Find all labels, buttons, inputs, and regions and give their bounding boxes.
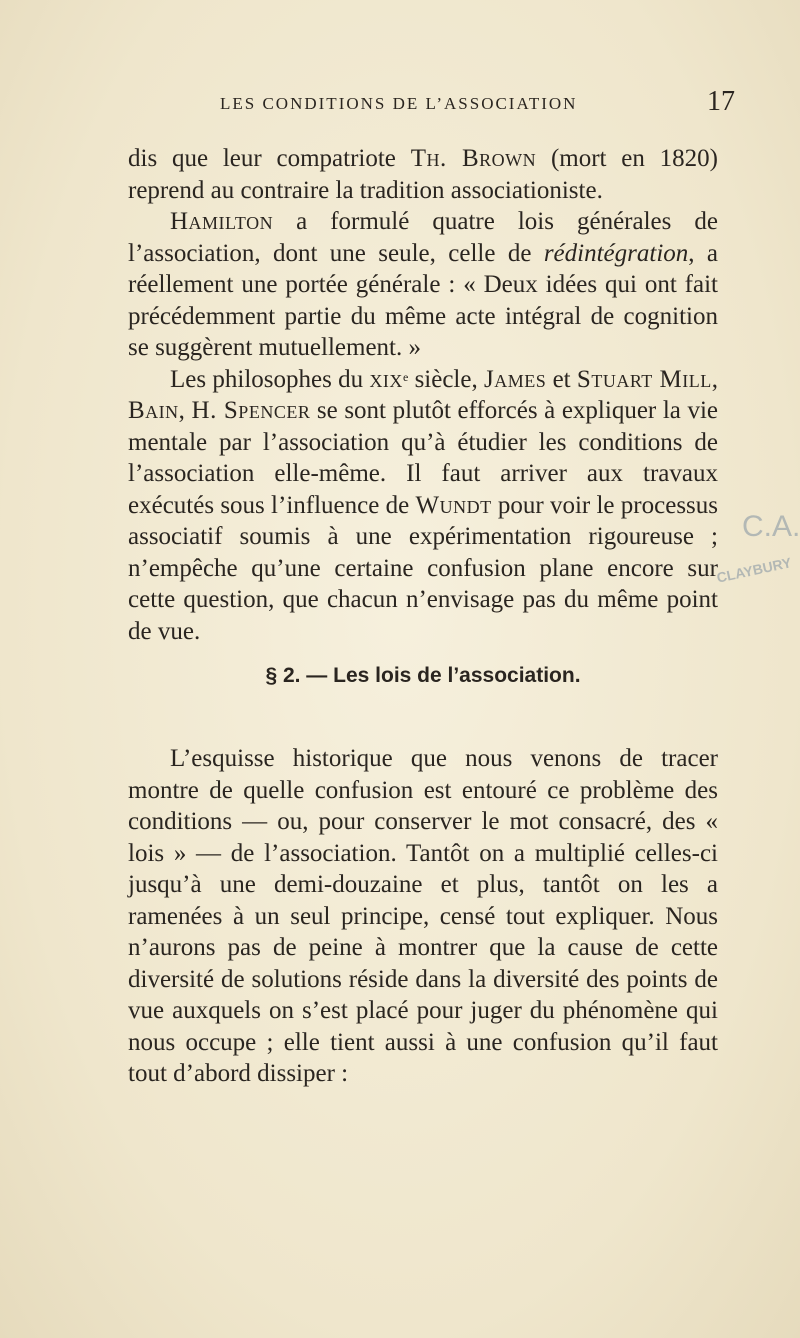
paragraph-philosophers: Les philosophes du xix$^e$ siècle, James et Stuart Mill, Bain, H. Spencer se sont plutôt efforcés à expliquer la vie mentale par l’association qu’à étudier les conditions de l’association elle-même. Il faut arriver aux travaux exécutés sous l’influence de Wundt pour voir le processus associatif soumis à une expérimentation rigoureuse ; n’empêche qu’une certaine confusion plane encore sur cette question, que chacun n’envisage pas du même point de vue. <box>128 365 719 645</box>
paragraph-esquisse: L’esquisse historique que nous venons de tracer montre de quelle confusion est entouré ce problème des conditions — ou, pour conserver le mot consacré, des « lois » — de l’association. Tantôt on a multiplié celles-ci jusqu’à une demi-douzaine et plus, tantôt on les a ramenées à un seul principe, censé tout expliquer. Nous n’aurons pas de peine à montrer que la cause de cette diversité de solutions réside dans la diversité des points de vue auxquels on s’est placé pour juger du phénomène qui nous occupe ; elle tient aussi à une confusion qu’il faut tout d’abord dissiper : <box>128 745 718 1087</box>
text-block-top <box>128 143 718 647</box>
author-name: Th. Brown <box>410 145 537 172</box>
author-name: Bain <box>128 397 179 424</box>
section-heading: § 2. — Les lois de l’association. <box>265 664 581 687</box>
author-name: H. Spencer <box>191 397 311 424</box>
text-block-bottom <box>128 743 718 1090</box>
page-number: 17 <box>707 86 735 117</box>
stamp-word: CLAYBURY <box>715 554 793 586</box>
century-numeral: xix <box>369 365 403 393</box>
paragraph-hamilton: Hamilton a formulé quatre lois générales de l’association, dont une seule, celle de rédintégration, a réellement une portée générale : « Deux idées qui ont fait précédemment partie du même acte intégral de cognition se suggèrent mutuellement. » <box>128 208 718 361</box>
stamp-letters: C.A. <box>742 510 800 543</box>
running-header <box>175 86 735 126</box>
author-name: Hamilton <box>170 208 274 235</box>
author-name: Stuart Mill <box>576 365 712 393</box>
italic-term: rédintégration <box>543 239 689 267</box>
paragraph-continuation: dis que leur compatriote Th. Brown (mort en 1820) reprend au contraire la tradition associationiste. <box>128 145 718 204</box>
author-name: James <box>484 365 547 393</box>
header-title: LES CONDITIONS DE L’ASSOCIATION <box>220 94 578 113</box>
author-name: Wundt <box>415 491 492 519</box>
library-stamp <box>712 500 800 650</box>
